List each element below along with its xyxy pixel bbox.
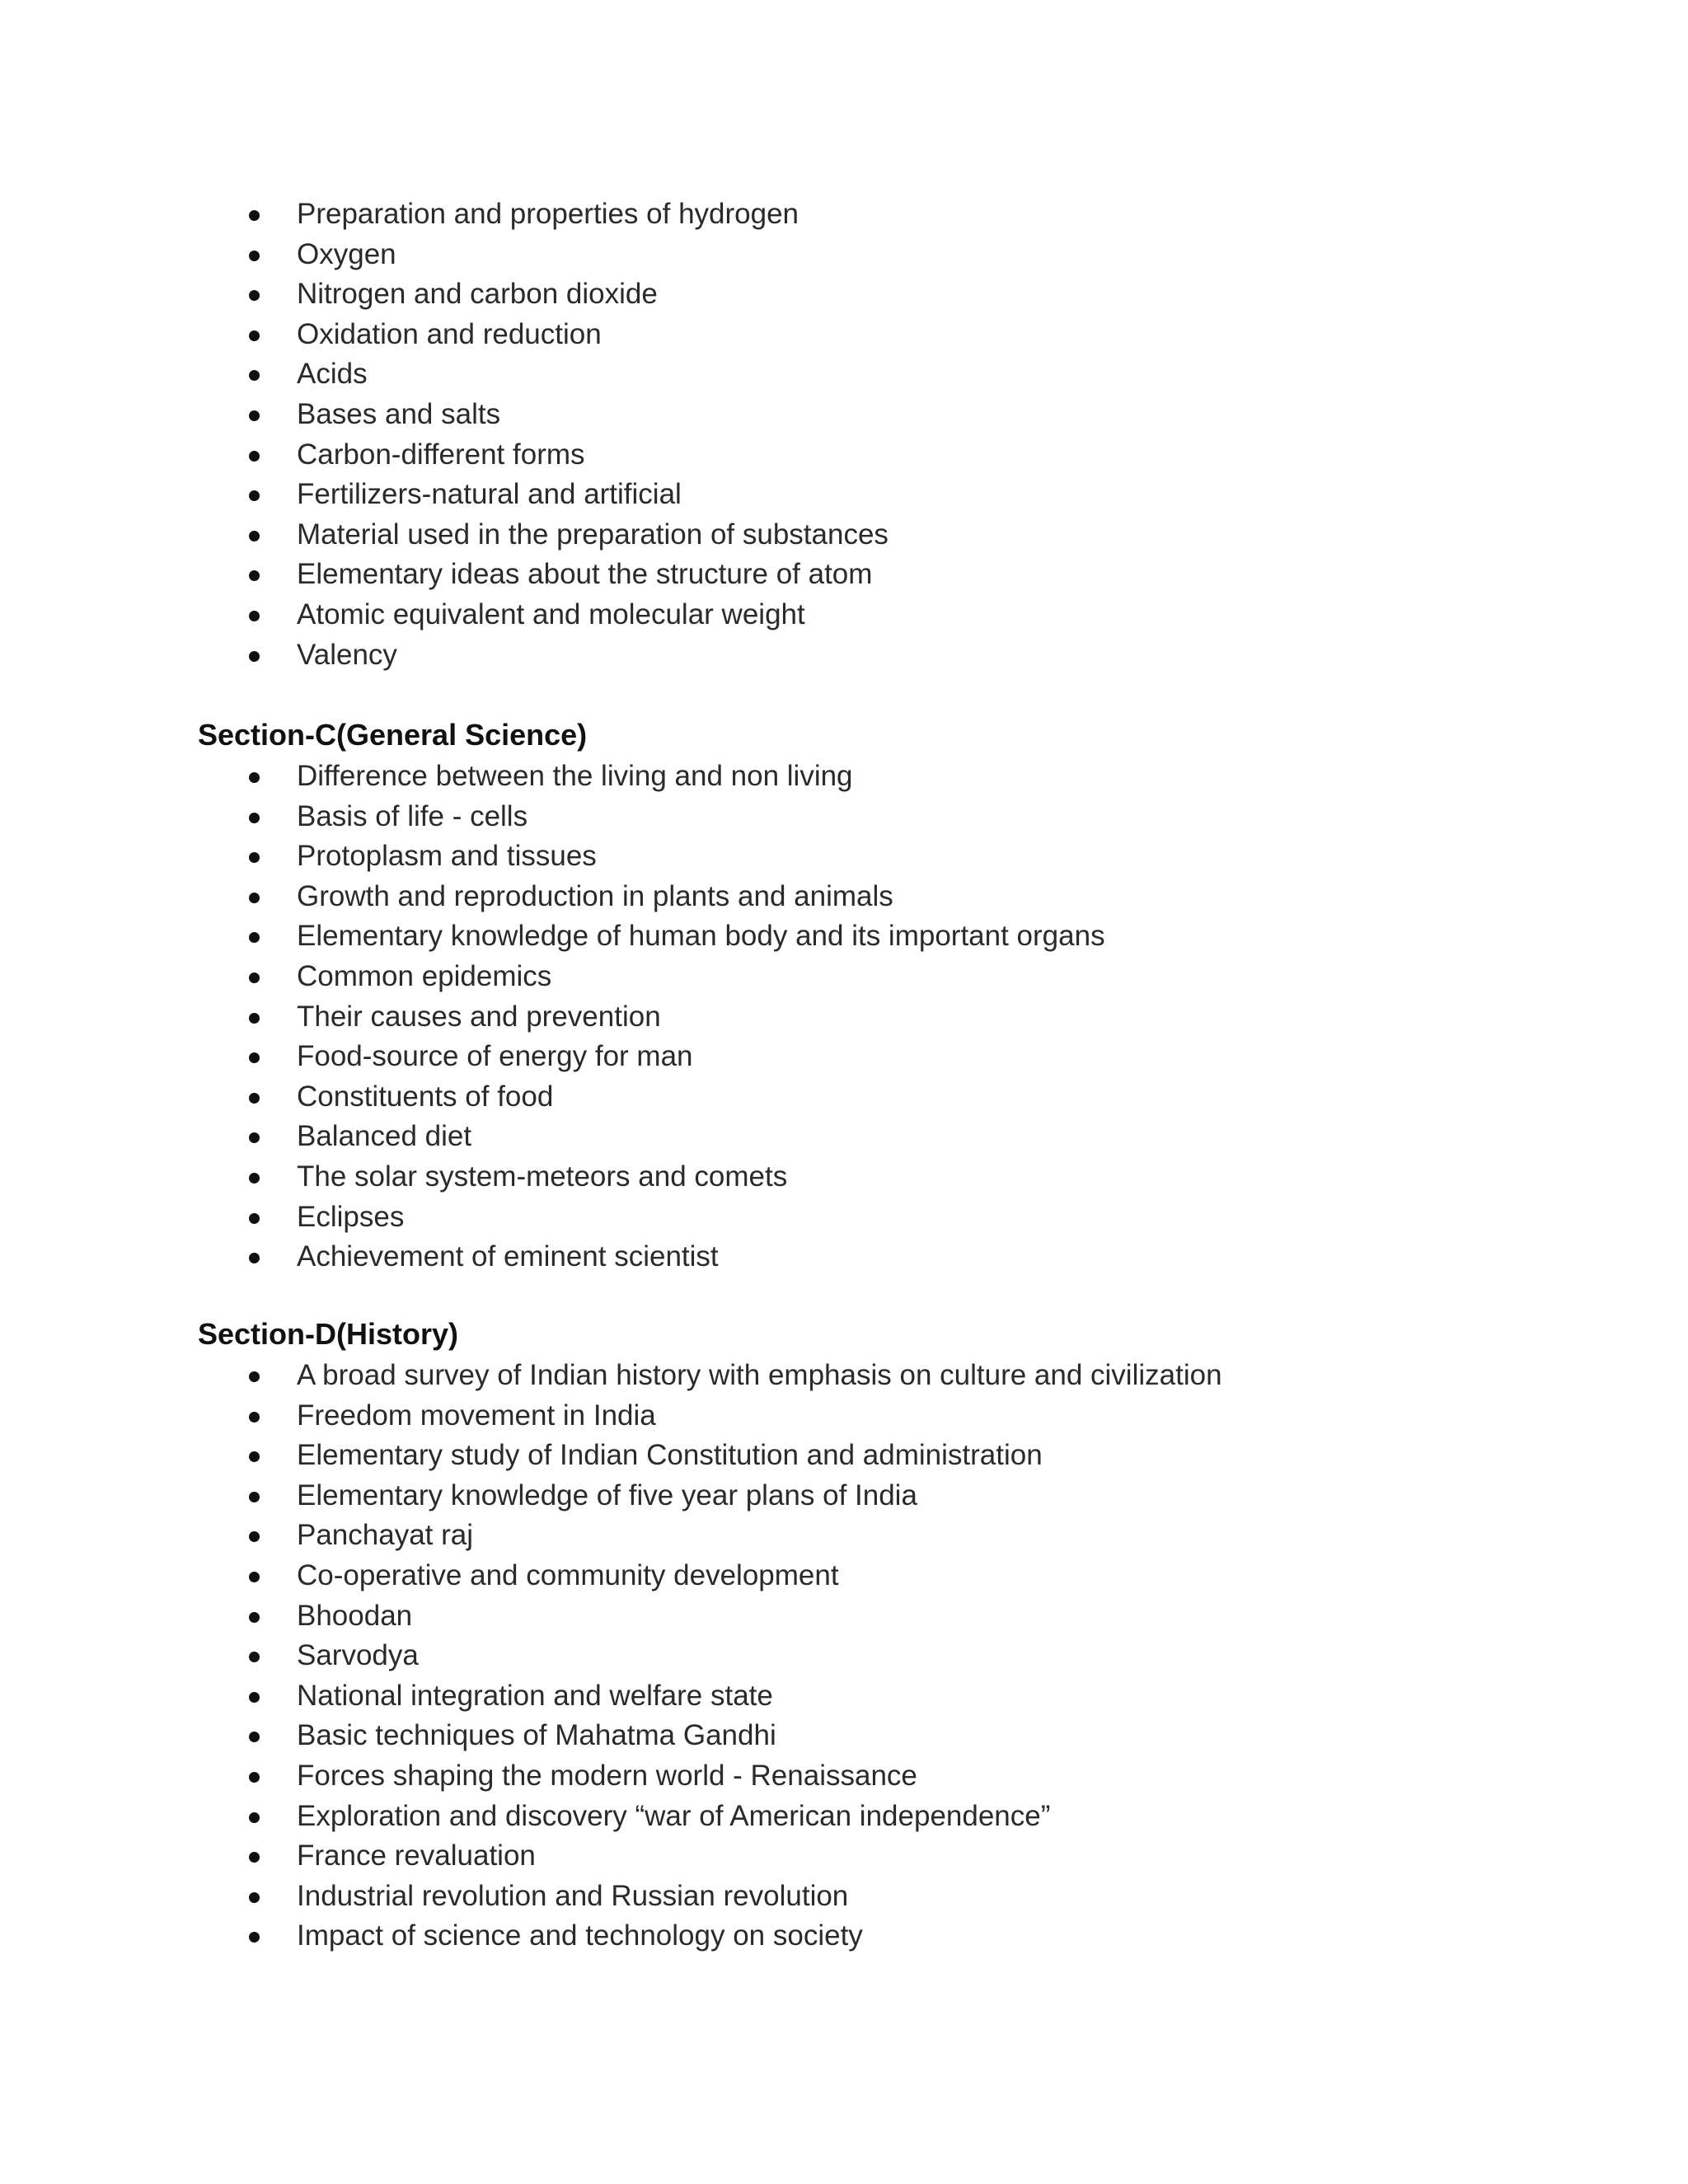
bullet-icon [249, 1531, 260, 1542]
list-item-text: Oxidation and reduction [297, 317, 602, 350]
bullet-icon [249, 1451, 260, 1462]
bullet-icon [249, 370, 260, 381]
list-item [0, 395, 1688, 435]
list-item-text: Impact of science and technology on society [297, 1919, 863, 1952]
list-item-text: Preparation and properties of hydrogen [297, 198, 799, 230]
list-item [0, 1237, 1688, 1277]
bullet-icon [249, 330, 260, 341]
list-item [0, 435, 1688, 476]
list-item-text: Oxygen [297, 237, 396, 270]
bullet-icon [249, 1213, 260, 1224]
list-item [0, 1836, 1688, 1877]
list-item [0, 957, 1688, 997]
bullet-icon [249, 651, 260, 662]
bullet-icon [249, 972, 260, 983]
bullet-icon [249, 1732, 260, 1742]
list-item [0, 1476, 1688, 1516]
list-item-text: Eclipses [297, 1200, 405, 1233]
bullet-icon [249, 1412, 260, 1422]
bullet-icon [249, 1932, 260, 1943]
list-item-text: Exploration and discovery “war of American independence” [297, 1799, 1051, 1832]
list-item-text: Panchayat raj [297, 1519, 474, 1552]
list-item [0, 1636, 1688, 1676]
list-item [0, 1556, 1688, 1596]
bullet-icon [249, 1173, 260, 1183]
list-item [0, 274, 1688, 315]
bullet-icon [249, 852, 260, 863]
list-item [0, 315, 1688, 355]
bullet-icon [249, 1492, 260, 1502]
list-item-text: Carbon-different forms [297, 438, 585, 471]
list-item-text: Growth and reproduction in plants and animals [297, 879, 893, 912]
list-item [0, 757, 1688, 797]
bullet-icon [249, 1052, 260, 1063]
list-item-text: Basis of life - cells [297, 799, 528, 832]
bullet-icon [249, 410, 260, 421]
list-item-text: Co-operative and community development [297, 1558, 839, 1591]
list-item [0, 1916, 1688, 1957]
list-item [0, 354, 1688, 395]
bullet-icon [249, 893, 260, 903]
list-item-text: Valency [297, 638, 397, 671]
list-item [0, 515, 1688, 555]
bullet-icon [249, 290, 260, 301]
list-item-text: Elementary ideas about the structure of atom [297, 558, 873, 591]
bullet-icon [249, 1093, 260, 1104]
list-item [0, 1396, 1688, 1436]
list-item [0, 1436, 1688, 1476]
list-item-text: Bases and salts [297, 397, 501, 430]
list-item-text: Industrial revolution and Russian revolution [297, 1879, 849, 1912]
bullet-icon [249, 1013, 260, 1024]
list-item-text: Achievement of eminent scientist [297, 1240, 719, 1273]
list-item [0, 635, 1688, 676]
list-item-text: Freedom movement in India [297, 1399, 656, 1432]
list-item [0, 1037, 1688, 1077]
list-item [0, 1797, 1688, 1837]
bullet-icon [249, 932, 260, 943]
bullet-icon [249, 1371, 260, 1382]
bullet-icon [249, 1612, 260, 1623]
list-item [0, 1676, 1688, 1717]
bullet-icon [249, 1812, 260, 1823]
bullet-icon [249, 1652, 260, 1662]
list-item-text: Constituents of food [297, 1080, 554, 1113]
list-item-text: Their causes and prevention [297, 1000, 661, 1033]
list-item [0, 837, 1688, 877]
list-item-text: Elementary knowledge of five year plans of India [297, 1479, 917, 1511]
list-item [0, 1117, 1688, 1157]
list-item [0, 1077, 1688, 1118]
list-item-text: Food-source of energy for man [297, 1040, 693, 1073]
list-item-text: Nitrogen and carbon dioxide [297, 278, 658, 311]
bullet-icon [249, 1692, 260, 1703]
list-item-text: Basic techniques of Mahatma Gandhi [297, 1719, 776, 1752]
list-item [0, 997, 1688, 1038]
list-item [0, 1596, 1688, 1637]
list-item-text: Elementary study of Indian Constitution and administration [297, 1439, 1043, 1472]
bullet-icon [249, 1892, 260, 1903]
chemistry-topic-list [0, 194, 1688, 675]
list-item [0, 1157, 1688, 1197]
bullet-icon [249, 251, 260, 261]
bullet-icon [249, 1132, 260, 1143]
list-item-text: Fertilizers-natural and artificial [297, 478, 682, 511]
list-item-text: Acids [297, 358, 368, 391]
list-item-text: Bhoodan [297, 1599, 413, 1632]
list-item-text: Common epidemics [297, 959, 552, 992]
list-item-text: Difference between the living and non living [297, 760, 853, 792]
list-item [0, 194, 1688, 235]
bullet-icon [249, 1253, 260, 1263]
list-item-text: Elementary knowledge of human body and its important organs [297, 920, 1105, 953]
list-item-text: A broad survey of Indian history with emphasis on culture and civilization [297, 1359, 1222, 1391]
bullet-icon [249, 210, 260, 221]
bullet-icon [249, 1772, 260, 1783]
list-item [0, 916, 1688, 957]
list-item [0, 1756, 1688, 1797]
list-item-text: National integration and welfare state [297, 1679, 773, 1712]
list-item-text: Forces shaping the modern world - Renaissance [297, 1759, 917, 1792]
list-item [0, 797, 1688, 837]
list-item [0, 475, 1688, 515]
list-item-text: Protoplasm and tissues [297, 840, 597, 873]
list-item-text: Material used in the preparation of substances [297, 518, 889, 551]
list-item-text: France revaluation [297, 1840, 536, 1872]
list-item [0, 235, 1688, 275]
general-science-topic-list [0, 757, 1688, 1277]
bullet-icon [249, 611, 260, 621]
list-item [0, 1197, 1688, 1238]
history-topic-list [0, 1356, 1688, 1957]
bullet-icon [249, 772, 260, 783]
list-item-text: The solar system-meteors and comets [297, 1160, 788, 1193]
list-item [0, 1516, 1688, 1556]
list-item [0, 1877, 1688, 1917]
list-item [0, 1356, 1688, 1396]
list-item [0, 1716, 1688, 1756]
bullet-icon [249, 531, 260, 541]
list-item [0, 877, 1688, 917]
list-item-text: Sarvodya [297, 1639, 419, 1672]
bullet-icon [249, 570, 260, 581]
list-item-text: Atomic equivalent and molecular weight [297, 598, 805, 630]
bullet-icon [249, 1852, 260, 1863]
bullet-icon [249, 1572, 260, 1582]
list-item [0, 555, 1688, 595]
bullet-icon [249, 813, 260, 823]
list-item [0, 595, 1688, 635]
bullet-icon [249, 451, 260, 462]
section-d-title: Section-D(History) [198, 1317, 459, 1351]
section-c-title: Section-C(General Science) [198, 718, 588, 752]
bullet-icon [249, 490, 260, 501]
list-item-text: Balanced diet [297, 1120, 472, 1153]
